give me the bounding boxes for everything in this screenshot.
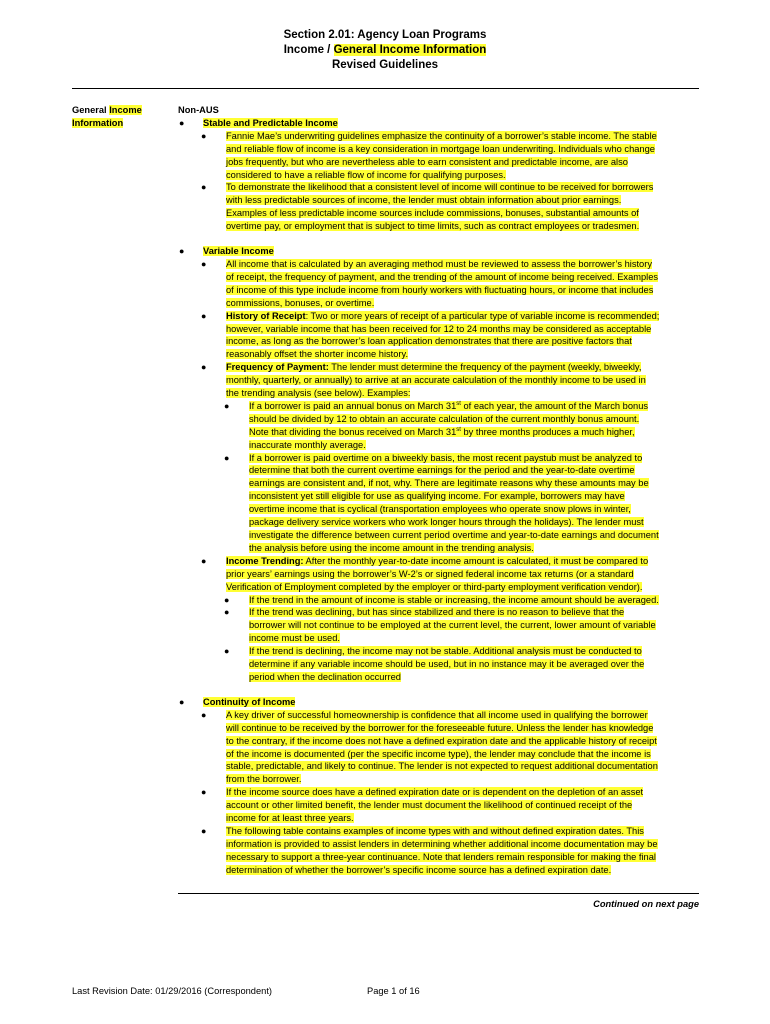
revised-label: Revised Guidelines	[331, 59, 439, 71]
list-item	[178, 181, 660, 233]
bullet-icon: ●	[201, 310, 207, 321]
section-variable-income	[178, 245, 660, 258]
list-item	[178, 258, 660, 310]
section-title: Section 2.01: Agency Loan Programs	[283, 29, 487, 41]
section-stable-income	[178, 117, 660, 130]
list-item-text: A key driver of successful homeownership is confidence that all income used in qualifying the borrower will continue to be received by the borrower for the foreseeable future. Unless the lender has knowledge to the contrary, if the income does not have a defined expiration date and the applicable history of receipt of the income is documented (per the specific income type), the lender may conclude that the income is stable, predictable, and likely to continue. The lender is not expected to request additional documentation from the borrower.	[226, 709, 658, 785]
subsection-prefix: Income /	[283, 44, 334, 56]
sub-item	[178, 606, 660, 645]
list-item	[178, 130, 660, 182]
list-item-text: Fannie Mae’s underwriting guidelines emphasize the continuity of a borrower’s stable income. The stable and reliable flow of income is a key consideration in mortgage loan underwriting. Individuals who change jobs frequently, but who are nevertheless able to earn consistent and predictable income, are also considered to have a reliable flow of income for qualifying purposes.	[226, 130, 657, 180]
bullet-icon: ●	[224, 594, 230, 605]
bullet-icon: ●	[224, 452, 230, 463]
main-content	[178, 104, 660, 877]
sub-item-text: If the trend was declining, but has since stabilized and there is no reason to believe that the borrower will not continue to be employed at the current level, the current, lower amount of variable income must be used.	[249, 607, 656, 644]
non-aus-title: Non-AUS	[178, 105, 219, 115]
bullet-icon: ●	[179, 117, 185, 128]
bullet-icon: ●	[224, 400, 230, 411]
frequency-label: Frequency of Payment:	[226, 362, 329, 373]
list-item-trending	[178, 555, 660, 594]
sidebar-word-general: General	[72, 105, 110, 115]
list-item-text: If the income source does have a defined expiration date or is dependent on the depletion of an asset account or other limited benefit, the lender must document the likelihood of continued receipt of the income for at least three years.	[226, 787, 644, 824]
bullet-icon: ●	[224, 646, 230, 657]
page-number: Page 1 of 16	[367, 986, 420, 996]
list-item-text: The following table contains examples of income types with and without defined expiration dates. This information is provided to assist lenders in determining whether additional income documentation may be necessary to support a three-year continuance. Note that lenders remain responsible for making the final determination of whether the borrower’s specific income source has a defined expiration date.	[226, 825, 658, 875]
subsection-highlight: General Income Information	[333, 44, 487, 56]
bullet-icon: ●	[201, 182, 207, 193]
frequency-text: The lender must determine the frequency of the payment (weekly, biweekly, monthly, quarterly, or annually) to arrive at an accurate calculation of the monthly income to be used in the trending analysis (see below). Examples:	[226, 362, 646, 399]
bullet-icon: ●	[224, 607, 230, 618]
history-text: : Two or more years of receipt of a particular type of variable income is recommended; however, variable income that has been received for 12 to 24 months may be considered as acceptable income, as long as the borrower’s loan application demonstrates that there are positive factors that reasonably offset the shorter income history.	[226, 310, 660, 360]
history-label: History of Receipt	[226, 310, 306, 321]
section-title-continuity: Continuity of Income	[203, 696, 296, 707]
sub-item	[178, 594, 660, 607]
section-title-variable: Variable Income	[203, 246, 274, 257]
bullet-icon: ●	[201, 258, 207, 269]
section-title-stable: Stable and Predictable Income	[203, 117, 338, 128]
list-item-frequency	[178, 361, 660, 400]
bullet-icon: ●	[201, 787, 207, 798]
list-item	[178, 786, 660, 825]
sidebar-word-income: Income	[109, 105, 142, 115]
bullet-icon: ●	[201, 130, 207, 141]
section-continuity-income	[178, 696, 660, 709]
bullet-icon: ●	[179, 696, 185, 707]
revision-date: Last Revision Date: 01/29/2016 (Correspondent)	[72, 986, 273, 996]
bullet-icon: ●	[201, 825, 207, 836]
list-item	[178, 825, 660, 877]
list-item-history	[178, 310, 660, 362]
sub-item	[178, 452, 660, 555]
bullet-icon: ●	[201, 362, 207, 373]
sidebar-word-information: Information	[72, 117, 124, 128]
sub-item	[178, 645, 660, 684]
sub-item-text: If the trend is declining, the income may not be stable. Additional analysis must be conducted to determine if any variable income should be used, but in no instance may it be averaged over the period when the declination occurred	[249, 646, 645, 682]
trending-text: After the monthly year-to-date income amount is calculated, it must be compared to prior years’ earnings using the borrower’s W-2’s or signed federal income tax returns (or a standard Verification of Employment completed by the employer or third-party employment verification vendor).	[226, 555, 649, 592]
list-item	[178, 709, 660, 786]
sub-item-text: If a borrower is paid overtime on a biweekly basis, the most recent paystub must be analyzed to determine that both the current overtime earnings for the period and the year-to-date overtime earnings are consistent and, if not, why. There are legitimate reasons why these amounts may be inconsistent yet still eligible for use as qualifying income. For example, borrowers may have overtime income that is cyclical (transportation employees who operate snow plows in winter, package delivery service workers who work longer hours through the holidays). The lender must investigate the difference between current period overtime and year-to-date earnings and document the analysis before using the income amount in the trending analysis.	[249, 452, 659, 553]
bullet-icon: ●	[179, 246, 185, 257]
bullet-icon: ●	[201, 709, 207, 720]
top-divider	[72, 88, 699, 89]
sidebar-heading	[72, 104, 152, 129]
list-item-text: To demonstrate the likelihood that a consistent level of income will continue to be received for borrowers with less predictable sources of income, the lender must obtain information about prior earnings. Examples of less predictable income sources include commissions, bonuses, substantial amounts of overtime pay, or employment that is subject to time limits, such as contract employees or tradesmen.	[226, 182, 654, 232]
sub-item: ● If a borrower is paid an annual bonus on March 31st of each year, the amount of the March bonus should be divided by 12 to obtain an accurate calculation of the current monthly bonus amount. Note that dividing the bonus received on March 31st by three months produces a much higher, inaccurate monthly average.	[224, 400, 649, 450]
bullet-icon: ●	[201, 555, 207, 566]
sub-item-text: If the trend in the amount of income is stable or increasing, the income amount should be averaged.	[249, 594, 659, 605]
subsection-title	[0, 43, 770, 58]
list-item-text: All income that is calculated by an averaging method must be reviewed to assess the borrower’s history of receipt, the frequency of payment, and the trending of the amount of income being received. Examples of income of this type include income from hourly workers with fluctuating hours, or income that includes commissions, bonuses, or overtime.	[226, 258, 659, 308]
bottom-divider	[178, 893, 699, 894]
continued-note: Continued on next page	[593, 899, 699, 909]
page-header	[0, 28, 770, 73]
trending-label: Income Trending:	[226, 555, 304, 566]
